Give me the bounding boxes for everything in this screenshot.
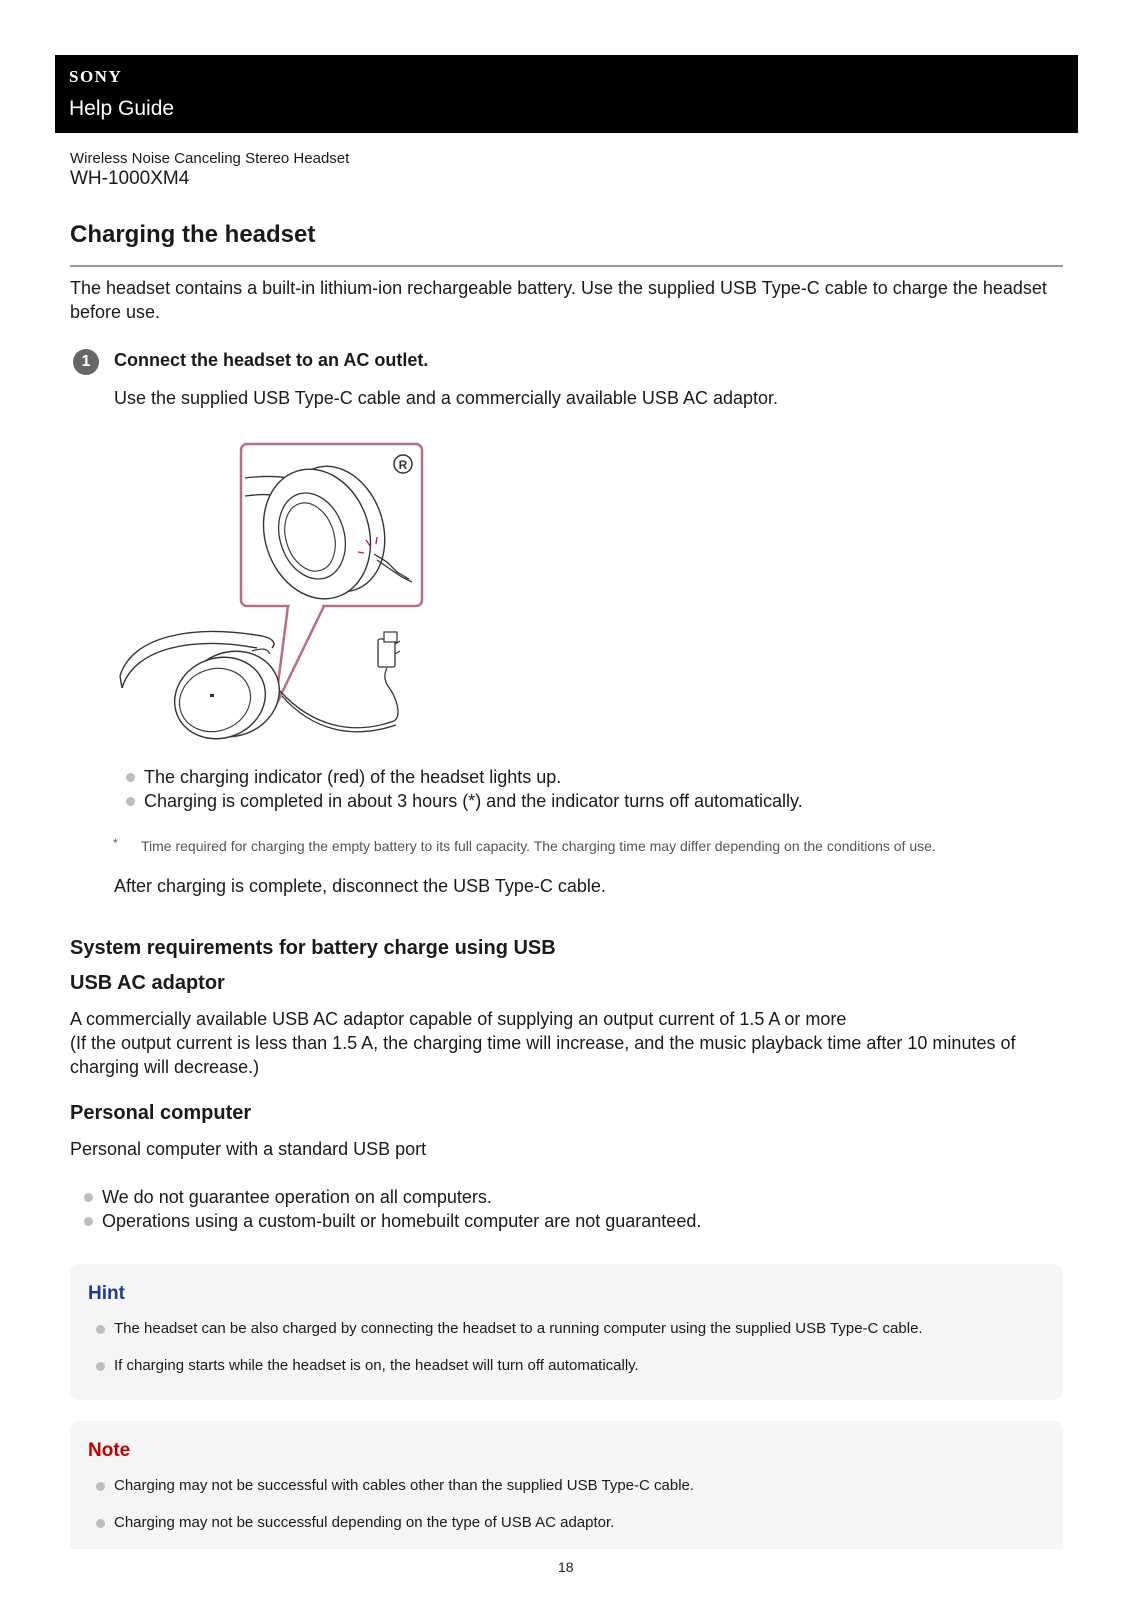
pc-notes-list [84, 1185, 701, 1233]
hint-box [70, 1264, 1063, 1400]
right-side-mark-label: R [398, 458, 408, 472]
bullet-icon [96, 1325, 105, 1334]
page-title: Charging the headset [70, 221, 316, 248]
bullet-icon [84, 1193, 93, 1202]
after-charging-text: After charging is complete, disconnect the USB Type-C cable. [114, 876, 606, 896]
bullet-icon [126, 797, 135, 806]
usb-cable [280, 668, 398, 728]
bullet-icon [126, 773, 135, 782]
charging-illustration [112, 436, 432, 741]
product-line: Wireless Noise Canceling Stereo Headset [70, 150, 350, 167]
list-item-text: Charging is completed in about 3 hours (*) and the indicator turns off automatically. [144, 791, 803, 811]
list-item-text: Charging may not be successful with cables other than the supplied USB Type-C cable. [114, 1477, 695, 1494]
callout-pointer [275, 606, 324, 707]
guide-title: Help Guide [69, 97, 175, 120]
step-number-badge: 1 [73, 349, 99, 375]
hint-list [96, 1319, 923, 1393]
list-item [84, 1209, 701, 1233]
usb-ac-adaptor [378, 639, 395, 667]
footnote-mark: * [113, 836, 118, 850]
list-item-text: Charging may not be successful depending on the type of USB AC adaptor. [114, 1514, 615, 1531]
note-box [70, 1421, 1063, 1549]
list-item [96, 1476, 694, 1513]
list-item-text: We do not guarantee operation on all computers. [102, 1187, 492, 1207]
model-name: WH-1000XM4 [70, 168, 190, 189]
list-item [84, 1185, 701, 1209]
header-bar [55, 55, 1078, 133]
step-title: Connect the headset to an AC outlet. [114, 350, 429, 370]
hint-label: Hint [88, 1283, 125, 1304]
list-item [126, 789, 803, 813]
bullet-icon [96, 1519, 105, 1528]
list-item-text: The charging indicator (red) of the headset lights up. [144, 767, 562, 787]
bullet-icon [84, 1217, 93, 1226]
step-result-list [126, 765, 803, 813]
bullet-icon [96, 1362, 105, 1371]
step-description: Use the supplied USB Type-C cable and a commercially available USB AC adaptor. [114, 388, 779, 408]
title-divider [70, 265, 1063, 267]
note-label: Note [88, 1440, 131, 1461]
list-item [96, 1319, 923, 1356]
note-list [96, 1476, 694, 1550]
brand-logo: SONY [69, 67, 123, 86]
list-item-text: Operations using a custom-built or homebuilt computer are not guaranteed. [102, 1211, 702, 1231]
list-item-text: If charging starts while the headset is on, the headset will turn off automatically. [114, 1357, 639, 1374]
footnote: Time required for charging the empty battery to its full capacity. The charging time may differ depending on the conditions of use. [141, 838, 936, 854]
personal-computer-heading: Personal computer [70, 1102, 252, 1124]
usb-ac-adaptor-text: A commercially available USB AC adaptor capable of supplying an output current of 1.5 A or more (If the output current is less than 1.5 A, the charging time will increase, and the music playback time after 10 minutes of charging will decrease.) [70, 1009, 1016, 1077]
usb-ac-adaptor-heading: USB AC adaptor [70, 972, 225, 994]
intro-paragraph: The headset contains a built-in lithium-ion rechargeable battery. Use the supplied USB Type-C cable to charge the headset before use. [70, 278, 1047, 322]
bullet-icon [96, 1482, 105, 1491]
personal-computer-text: Personal computer with a standard USB port [70, 1139, 427, 1159]
list-item [96, 1513, 694, 1550]
system-requirements-heading: System requirements for battery charge using USB [70, 937, 556, 959]
list-item [96, 1356, 923, 1393]
list-item [126, 765, 803, 789]
list-item-text: The headset can be also charged by connecting the headset to a running computer using the supplied USB Type-C cable. [114, 1320, 923, 1337]
page-number: 18 [558, 1559, 574, 1575]
